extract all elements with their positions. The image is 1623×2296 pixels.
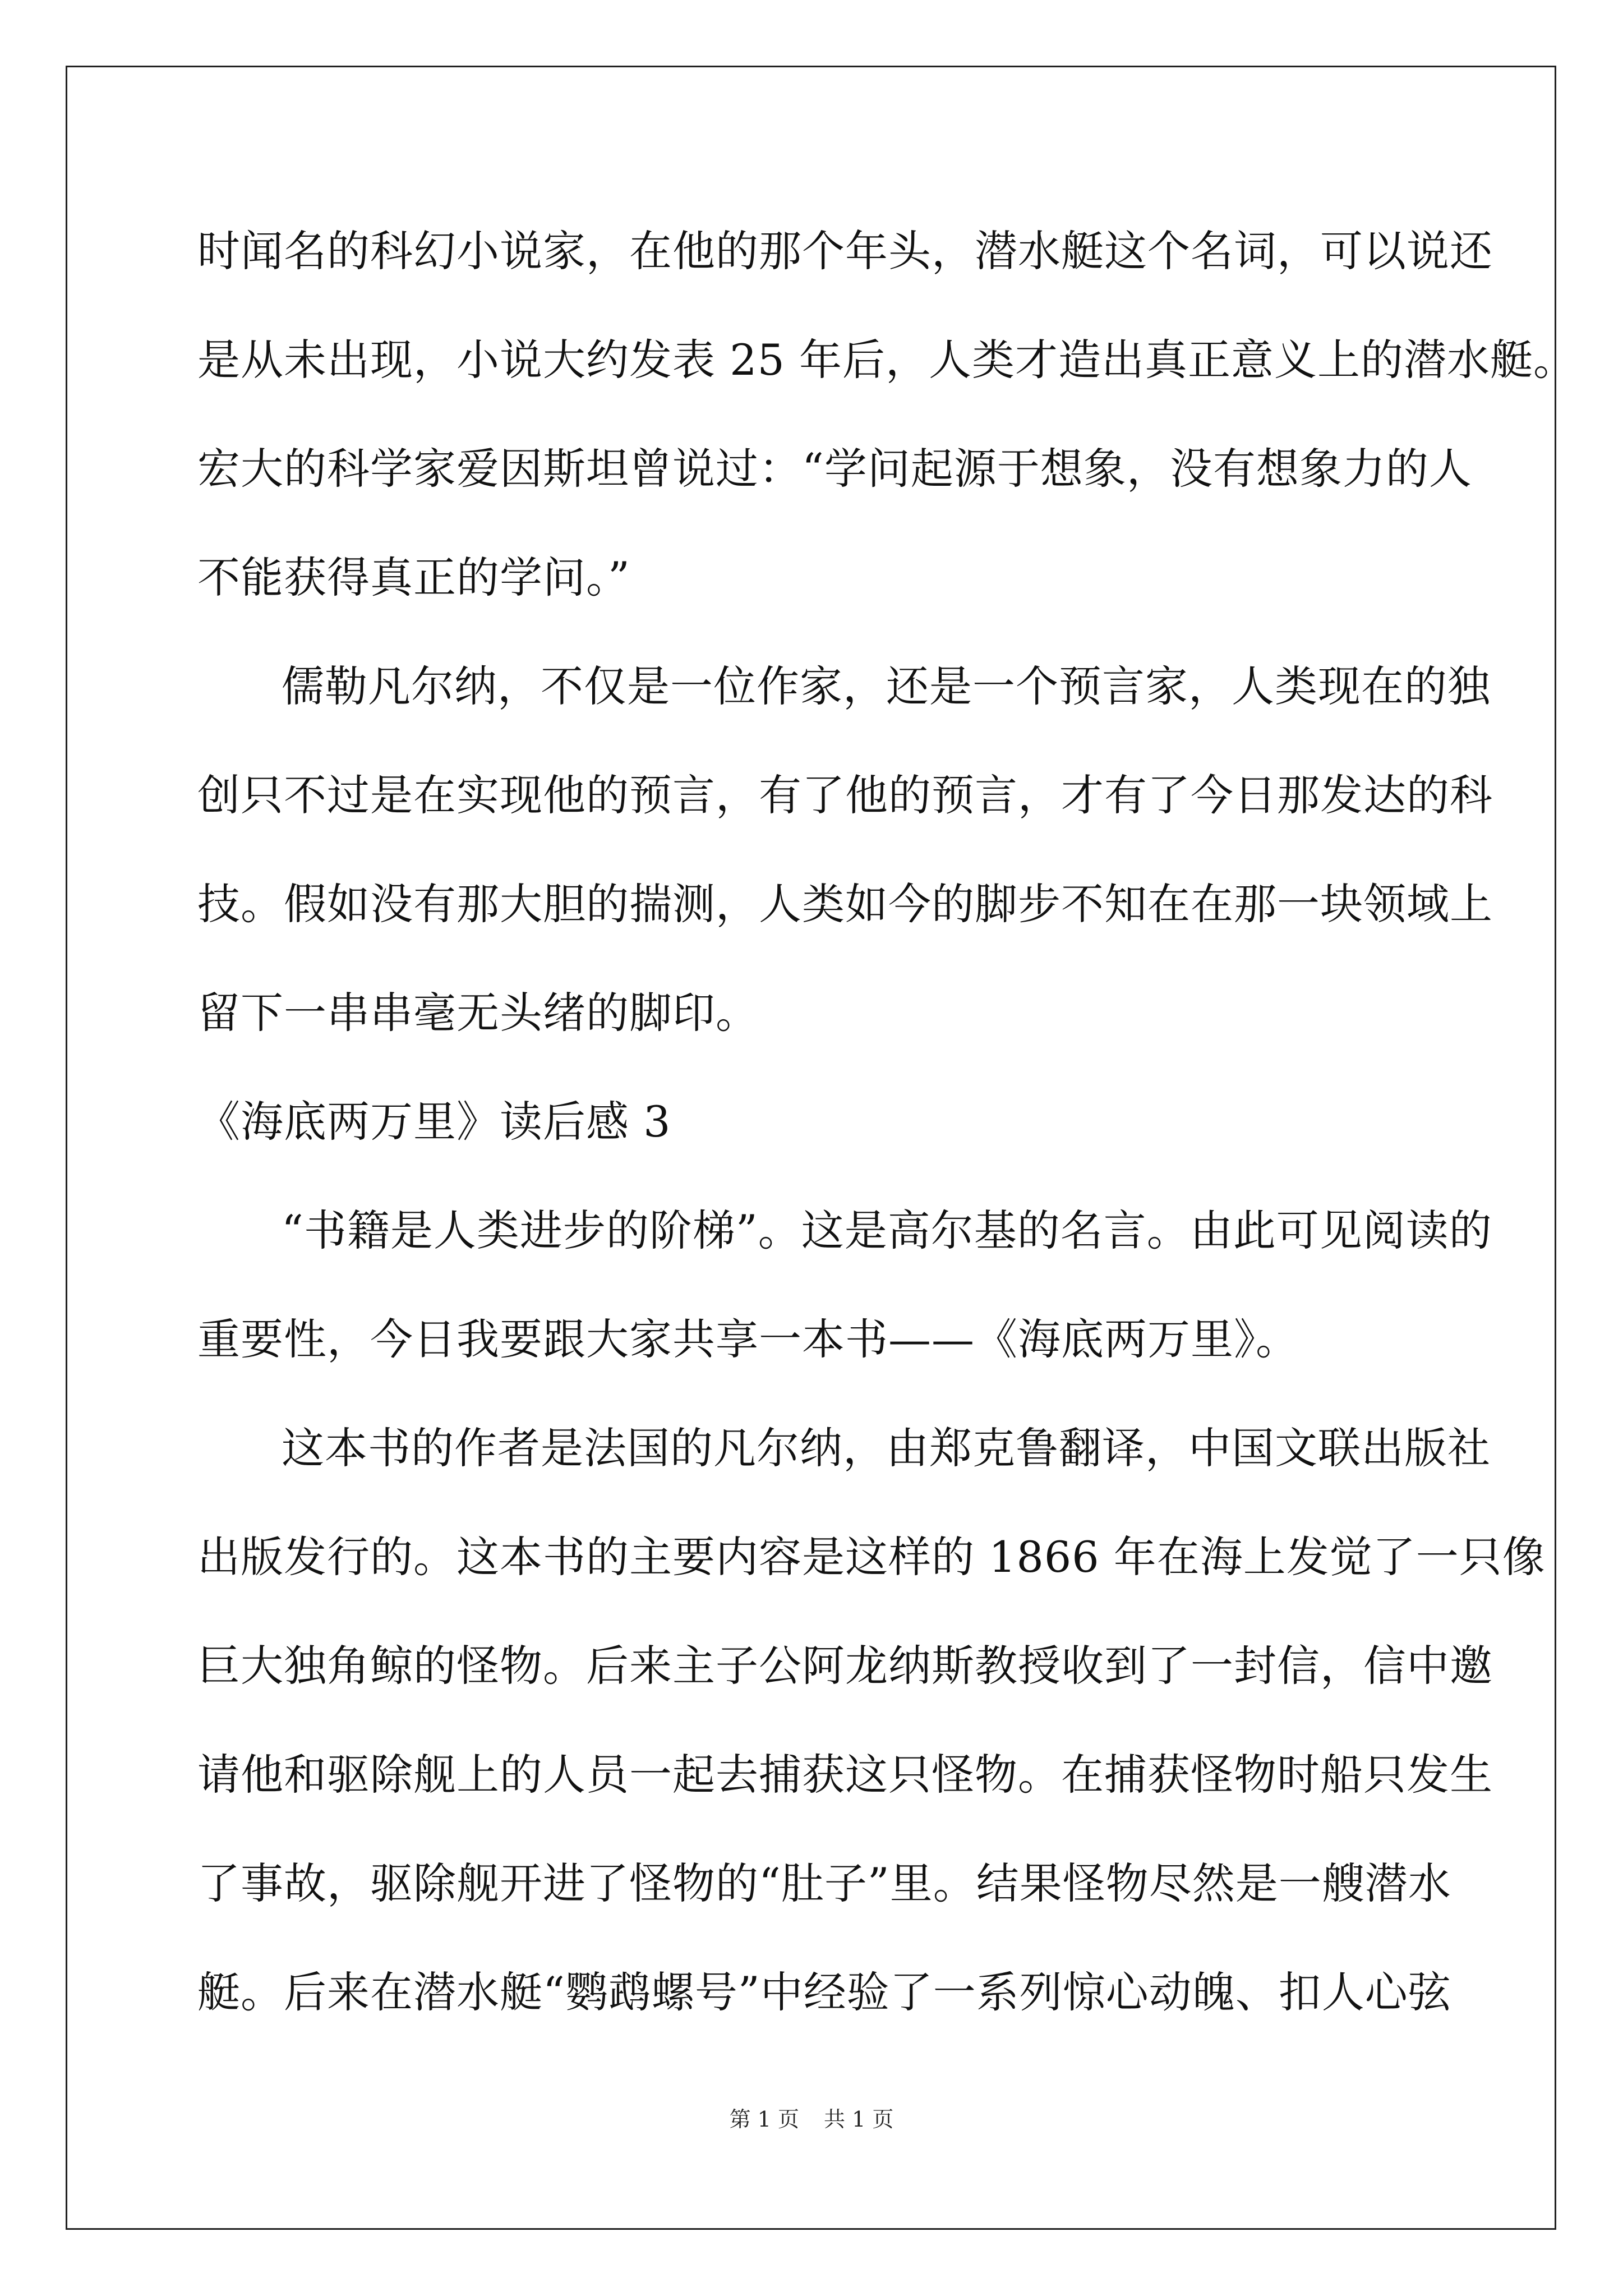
text-line: “书籍是人类进步的阶梯”。这是高尔基的名言。由此可见阅读的: [282, 1205, 1492, 1255]
text-line: 技。假如没有那大胆的揣测，人类如今的脚步不知在在那一块领域上: [197, 879, 1493, 929]
text-line: 这本书的作者是法国的凡尔纳，由郑克鲁翻译，中国文联出版社: [282, 1423, 1491, 1473]
text-line: 出版发行的。这本书的主要内容是这样的 1866 年在海上发觉了一只像: [197, 1532, 1546, 1582]
text-line: 巨大独角鲸的怪物。后来主子公阿龙纳斯教授收到了一封信，信中邀: [197, 1641, 1493, 1691]
text-line: 请他和驱除舰上的人员一起去捕获这只怪物。在捕获怪物时船只发生: [197, 1750, 1493, 1800]
text-line: 艇。后来在潜水艇“鹦鹉螺号”中经验了一系列惊心动魄、扣人心弦: [197, 1967, 1451, 2017]
page-number: 第 1 页: [729, 2107, 799, 2132]
text-line: 重要性，今日我要跟大家共享一本书——《海底两万里》。: [197, 1314, 1299, 1364]
text-line: 是从未出现，小说大约发表 25 年后，人类才造出真正意义上的潜水艇。: [197, 335, 1577, 385]
page-footer: [0, 2102, 1623, 2136]
text-line: 时闻名的科幻小说家，在他的那个年头，潜水艇这个名词，可以说还: [197, 226, 1493, 276]
text-line: 了事故，驱除舰开进了怪物的“肚子”里。结果怪物尽然是一艘潜水: [197, 1858, 1451, 1908]
text-line: 不能获得真正的学问。”: [197, 553, 630, 602]
text-line: 儒勒凡尔纳，不仅是一位作家，还是一个预言家，人类现在的独: [282, 661, 1491, 711]
text-line: 留下一串串毫无头绪的脚印。: [197, 988, 759, 1038]
text-line: 宏大的科学家爱因斯坦曾说过：“学问起源于想象，没有想象力的人: [197, 444, 1472, 494]
section-heading: 《海底两万里》读后感 3: [197, 1097, 671, 1147]
page-total: 共 1 页: [824, 2107, 894, 2132]
text-line: 创只不过是在实现他的预言，有了他的预言，才有了今日那发达的科: [197, 770, 1493, 820]
